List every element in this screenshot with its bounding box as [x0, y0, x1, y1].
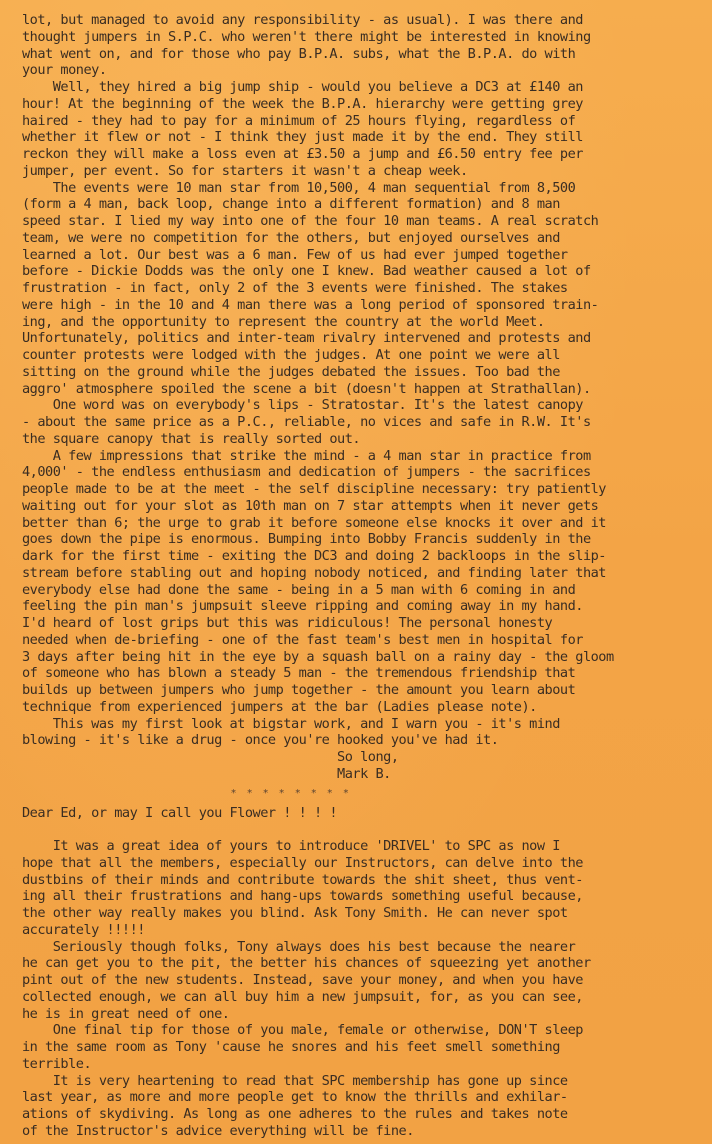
text-line: he is in great need of one. — [22, 1005, 230, 1022]
text-line: 4,000' - the endless enthusiasm and dedication of jumpers - the sacrifices — [22, 464, 591, 481]
text-line: accurately !!!!! — [22, 921, 145, 938]
text-line: before - Dickie Dodds was the only one I knew. Bad weather caused a lot of — [22, 263, 591, 280]
text-line: dark for the first time - exiting the DC3 and doing 2 backloops in the slip- — [22, 548, 606, 564]
text-line: thought jumpers in S.P.C. who weren't there might be interested in knowing — [22, 28, 591, 45]
text-line: goes down the pipe is enormous. Bumping into Bobby Francis suddenly in the — [22, 531, 591, 548]
letter-dear-ed — [22, 805, 700, 1140]
text-line: the other way really makes you blind. Ask Tony Smith. He can never spot — [22, 905, 568, 921]
text-line: team, we were no competition for the others, but enjoyed ourselves and — [22, 229, 560, 246]
text-line: blowing - it's like a drug - once you're hooked you've had it. — [22, 732, 499, 749]
text-line: stream before stabling out and hoping nobody noticed, and finding later that — [22, 564, 606, 581]
text-line: terrible. — [22, 1055, 92, 1072]
text-line: better than 6; the urge to grab it before someone else knocks it over and it — [22, 514, 606, 531]
text-line: builds up between jumpers who jump together - the amount you learn about — [22, 682, 576, 698]
text-line: The events were 10 man star from 10,500, 4 man sequential from 8,500 — [22, 179, 576, 196]
text-line: ing all their frustrations and hang-ups towards something useful because, — [22, 888, 583, 905]
text-line: Unfortunately, politics and inter-team rivalry intervened and protests and — [22, 330, 591, 347]
text-line: frustration - in fact, only 2 of the 3 events were finished. The stakes — [22, 280, 568, 296]
text-line: A few impressions that strike the mind - a 4 man star in practice from — [22, 447, 591, 464]
text-line: in the same room as Tony 'cause he snores and his feet smell something — [22, 1039, 560, 1055]
letter-mark-b — [22, 12, 700, 749]
text-line: the square canopy that is really sorted out. — [22, 430, 361, 447]
text-line: ing, and the opportunity to represent the country at the world Meet. — [22, 313, 545, 330]
text-line: dustbins of their minds and contribute towards the shit sheet, thus vent- — [22, 871, 583, 888]
text-line: One final tip for those of you male, female or otherwise, DON'T sleep — [22, 1022, 583, 1039]
text-line: (form a 4 man, back loop, change into a different formation) and 8 man — [22, 196, 560, 213]
text-line: jumper, per event. So for starters it wasn't a cheap week. — [22, 162, 468, 179]
text-line: people made to be at the meet - the self discipline necessary: try patiently — [22, 481, 606, 497]
signoff-line: Mark B. — [22, 765, 391, 782]
text-line: collected enough, we can all buy him a new jumpsuit, for, as you can see, — [22, 988, 583, 1005]
typed-text-block — [22, 12, 700, 1140]
text-line: hope that all the members, especially our Instructors, can delve into the — [22, 854, 583, 871]
text-line: learned a lot. Our best was a 6 man. Few of us had ever jumped together — [22, 246, 568, 263]
text-line — [22, 821, 700, 838]
signoff-line: So long, — [22, 749, 399, 765]
text-line: whether it flew or not - I think they just made it by the end. They still — [22, 129, 583, 146]
text-line: of the Instructor's advice everything will be fine. — [22, 1122, 414, 1139]
text-line: hour! At the beginning of the week the B.P.A. hierarchy were getting grey — [22, 95, 583, 112]
text-line: 3 days after being hit in the eye by a squash ball on a rainy day - the gloom — [22, 648, 614, 665]
text-line: - about the same price as a P.C., reliable, no vices and safe in R.W. It's — [22, 414, 591, 430]
text-line: aggro' atmosphere spoiled the scene a bit (doesn't happen at Strathallan). — [22, 380, 591, 397]
text-line: Well, they hired a big jump ship - would you believe a DC3 at £140 an — [22, 79, 583, 95]
text-line: It was a great idea of yours to introduce 'DRIVEL' to SPC as now I — [22, 838, 560, 854]
text-line: last year, as more and more people get to know the thrills and exhilar- — [22, 1089, 568, 1106]
text-line: reckon they will make a loss even at £3.50 a jump and £6.50 entry fee per — [22, 146, 583, 162]
text-line: I'd heard of lost grips but this was ridiculous! The personal honesty — [22, 615, 553, 631]
text-line: were high - in the 10 and 4 man there was a long period of sponsored train- — [22, 296, 599, 313]
text-line: what went on, and for those who pay B.P.A. subs, what the B.P.A. do with — [22, 45, 576, 62]
text-line: lot, but managed to avoid any responsibility - as usual). I was there and — [22, 12, 583, 28]
text-line: sitting on the ground while the judges debated the issues. Too bad the — [22, 363, 560, 380]
text-line: Dear Ed, or may I call you Flower ! ! ! ! — [22, 804, 338, 821]
text-line: One word was on everybody's lips - Stratostar. It's the latest canopy — [22, 397, 583, 414]
text-line: feeling the pin man's jumpsuit sleeve ripping and coming away in my hand. — [22, 598, 583, 615]
text-line: your money. — [22, 62, 107, 79]
text-line: counter protests were lodged with the judges. At one point we were all — [22, 347, 560, 363]
section-separator: * * * * * * * * — [22, 787, 351, 799]
text-line: Seriously though folks, Tony always does his best because the nearer — [22, 938, 576, 955]
text-line: speed star. I lied my way into one of the four 10 man teams. A real scratch — [22, 213, 599, 229]
text-line: needed when de-briefing - one of the fast team's best men in hospital for — [22, 631, 583, 648]
text-line: ations of skydiving. As long as one adheres to the rules and takes note — [22, 1106, 568, 1122]
text-line: pint out of the new students. Instead, save your money, and when you have — [22, 972, 583, 988]
text-line: waiting out for your slot as 10th man on 7 star attempts when it never gets — [22, 497, 599, 514]
text-line: haired - they had to pay for a minimum of 25 hours flying, regardless of — [22, 112, 576, 129]
text-line: he can get you to the pit, the better his chances of squeezing yet another — [22, 955, 591, 972]
text-line: This was my first look at bigstar work, and I warn you - it's mind — [22, 715, 560, 732]
text-line: technique from experienced jumpers at the bar (Ladies please note). — [22, 698, 537, 715]
text-line: It is very heartening to read that SPC membership has gone up since — [22, 1072, 568, 1089]
text-line: everybody else had done the same - being in a 5 man with 6 coming in and — [22, 581, 576, 598]
text-line: of someone who has blown a steady 5 man - the tremendous friendship that — [22, 665, 576, 682]
signoff — [22, 749, 700, 783]
